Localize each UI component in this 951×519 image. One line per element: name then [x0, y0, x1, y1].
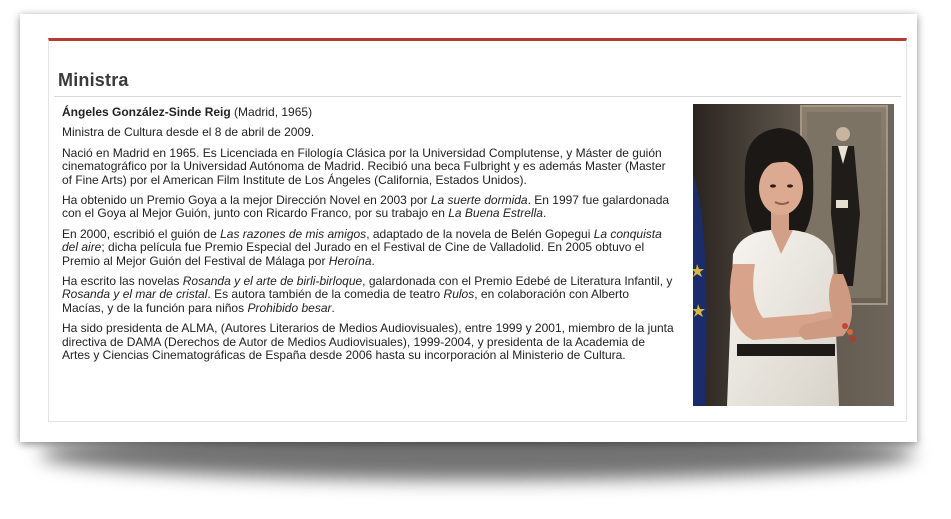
bio-paragraph-education: Nació en Madrid en 1965. Es Licenciada en Filología Clásica por la Universidad Complutense, y Máster de guión cinematográfico por la Universidad Autónoma de Madrid. Recibió una beca Fulbright y es además Master (Master of Fine Arts) por el American Film Institute de Los Ángeles (California, Estados Unidos).	[62, 145, 666, 187]
novel-title: Rosanda y el mar de cristal	[62, 287, 208, 302]
bio-heading	[62, 106, 674, 119]
title-divider	[54, 96, 901, 97]
section-title: Ministra	[58, 70, 129, 90]
film-title: Heroína	[328, 253, 372, 268]
bio-paragraph-awards: Ha obtenido un Premio Goya a la mejor Dirección Novel en 2003 por La suerte dormida. En 1997 fue galardonada con el Goya al Mejor Guión, junto con Ricardo Franco, por su trabajo en La Buena Estrella.	[62, 193, 670, 221]
screenshot-card	[20, 14, 917, 442]
film-title: La suerte dormida	[430, 193, 528, 208]
film-title: La Buena Estrella	[448, 206, 543, 221]
biography-text	[62, 106, 674, 370]
film-title: Las razones de mis amigos	[220, 226, 367, 241]
bio-paragraph-screenplays: En 2000, escribió el guión de Las razones de mis amigos, adaptado de la novela de Belén Gopegui La conquista del aire; dicha película fue Premio Especial del Jurado en el Festival de Cine de Valladolid. En 2005 obtuvo el Premio al Mejor Guión del Festival de Málaga por Heroína.	[62, 226, 662, 268]
bio-role: Ministra de Cultura desde el 8 de abril de 2009.	[62, 125, 315, 140]
novel-title: Rosanda y el arte de birli-birloque	[182, 274, 363, 289]
ministra-panel	[48, 38, 907, 422]
bio-paragraph-novels: Ha escrito las novelas Rosanda y el arte de birli-birloque, galardonada con el Premio Edebé de Literatura Infantil, y Rosanda y el mar de cristal. Es autora también de la comedia de teatro Rulos, en colaboración con Alberto Macías, y de la función para niños Prohibido besar.	[62, 274, 673, 315]
portrait-illustration	[693, 104, 894, 406]
birth-info: (Madrid, 1965)	[230, 105, 313, 119]
minister-name: Ángeles González-Sinde Reig	[62, 105, 231, 119]
bio-paragraph-positions: Ha sido presidenta de ALMA, (Autores Literarios de Medios Audiovisuales), entre 1999 y 2001, miembro de la junta directiva de DAMA (Derechos de Autor de Medios Audiovisuales), 1999-2004, y presidenta de la Academia de Artes y Ciencias Cinematográficas de España desde 2006 hasta su incorporación al Ministerio de Cultura.	[62, 321, 674, 363]
novel-title: La conquista del aire	[62, 226, 662, 255]
portrait-photo	[693, 104, 894, 406]
play-title: Prohibido besar	[247, 300, 332, 315]
play-title: Rulos	[443, 287, 475, 302]
